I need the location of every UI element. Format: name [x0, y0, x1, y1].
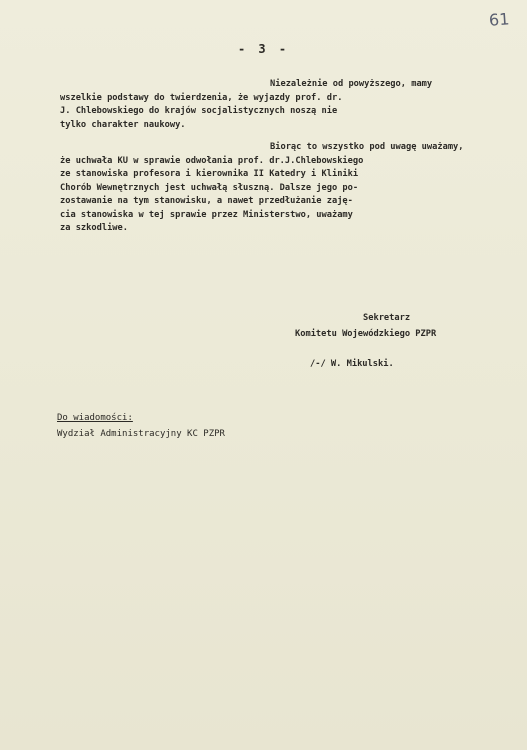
paragraph-line: za szkodliwe.: [60, 223, 128, 233]
paragraph-line: wszelkie podstawy do twierdzenia, że wyjazdy prof. dr.: [60, 92, 343, 103]
paragraph-2: [60, 141, 512, 236]
paragraph-line: zostawanie na tym stanowisku, a nawet przedłużanie zaję-: [60, 196, 353, 206]
notice-heading: Do wiadomości:: [57, 413, 133, 423]
paragraph-1: [60, 78, 512, 132]
paragraph-line: ze stanowiska profesora i kierownika II Katedry i Kliniki: [60, 169, 359, 179]
letter-body: [60, 78, 512, 245]
signature-block: [295, 310, 436, 372]
paragraph-line: Niezależnie od powyższego, mamy: [270, 79, 433, 89]
paragraph-line: Chorób Wewnętrznych jest uchwałą słuszną. Dalsze jego po-: [60, 182, 359, 193]
signatory-organization: Komitetu Wojewódzkiego PZPR: [295, 329, 437, 339]
page-number: - 3 -: [237, 42, 290, 56]
paragraph-line: J. Chlebowskiego do krajów socjalistycznych noszą nie: [60, 106, 338, 116]
signatory-name: /-/ W. Mikulski.: [310, 359, 394, 369]
distribution-notice: [57, 410, 225, 442]
paragraph-line: że uchwała KU w sprawie odwołania prof. dr.J.Chlebowskiego: [60, 155, 364, 166]
paragraph-line: tylko charakter naukowy.: [60, 119, 186, 130]
archive-page-number: 61: [488, 9, 510, 30]
signatory-title: Sekretarz: [363, 313, 411, 323]
paragraph-line: Biorąc to wszystko pod uwagę uważamy,: [270, 142, 464, 152]
notice-recipient: Wydział Administracyjny KC PZPR: [57, 429, 225, 439]
paragraph-line: cia stanowiska w tej sprawie przez Ministerstwo, uważamy: [60, 209, 353, 220]
